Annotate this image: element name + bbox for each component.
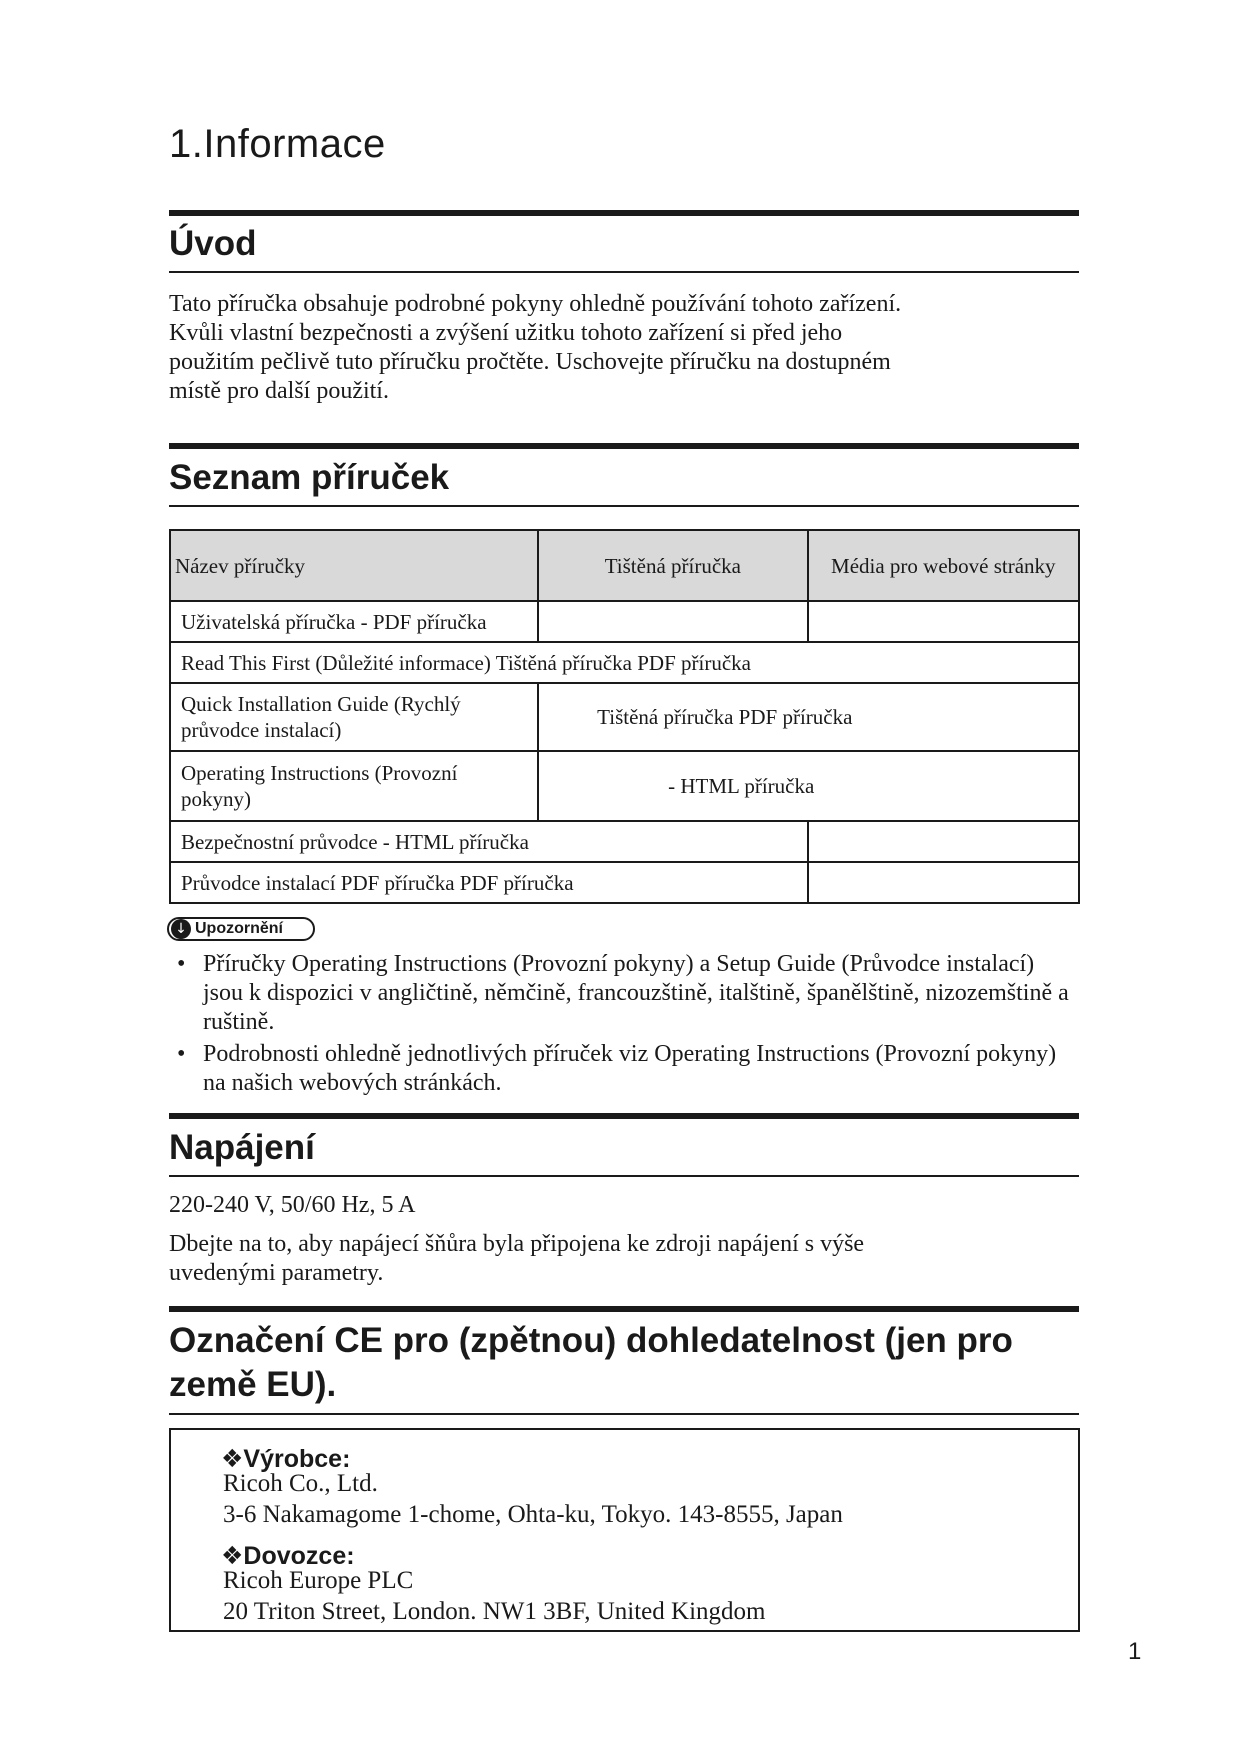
- caution-badge: [167, 917, 315, 941]
- intro-line: Kvůli vlastní bezpečnosti a zvýšení užitku tohoto zařízení si před jeho: [169, 320, 843, 346]
- printed-cell: [538, 601, 807, 642]
- section-rule: [169, 210, 1079, 216]
- power-note-line: Dbejte na to, aby napájecí šňůra byla připojena ke zdroji napájení s výše: [169, 1231, 865, 1257]
- column-header-name: Název příručky: [170, 530, 538, 601]
- manual-name-cell: Průvodce instalací PDF příručka PDF příručka: [170, 862, 808, 903]
- web-cell: [808, 862, 1079, 903]
- power-note: [169, 1230, 1079, 1288]
- intro-heading: Úvod: [169, 224, 257, 263]
- manual-name-cell: Operating Instructions (Provozní pokyny): [170, 751, 538, 821]
- heading-underline: [169, 505, 1079, 507]
- importer-name: Ricoh Europe PLC: [223, 1567, 414, 1594]
- table-header-row: [170, 530, 1079, 601]
- manuals-table: [169, 529, 1080, 904]
- table-row: [170, 601, 1079, 642]
- caution-list: [169, 950, 1079, 1101]
- list-item: • Příručky Operating Instructions (Provozní pokyny) a Setup Guide (Průvodce instalací) jsou k dispozici v angličtině, němčině, francouzštině, italštině, španělštině, nizozemštině a ruštině.: [169, 950, 1079, 1037]
- section-rule: [169, 1113, 1079, 1119]
- column-header-printed: Tištěná příručka: [538, 530, 807, 601]
- manufacturer-address: 3-6 Nakamagome 1-chome, Ohta-ku, Tokyo. 143-8555, Japan: [223, 1501, 843, 1528]
- chapter-title: 1.Informace: [169, 122, 386, 166]
- intro-line: použitím pečlivě tuto příručku pročtěte. Uschovejte příručku na dostupném: [169, 349, 891, 375]
- table-row: [170, 862, 1079, 903]
- manual-name-cell: Quick Installation Guide (Rychlý průvodce instalací): [170, 683, 538, 751]
- manual-name-cell: Read This First (Důležité informace) Tištěná příručka PDF příručka: [170, 642, 1079, 683]
- column-header-web: Média pro webové stránky: [808, 530, 1079, 601]
- manufacturer-name: Ricoh Co., Ltd.: [223, 1470, 378, 1497]
- heading-underline: [169, 271, 1079, 273]
- section-rule: [169, 1306, 1079, 1312]
- heading-underline: [169, 1413, 1079, 1415]
- table-row: [170, 751, 1079, 821]
- table-row: [170, 642, 1079, 683]
- table-row: [170, 683, 1079, 751]
- manufacturer-label: ❖Výrobce:: [221, 1445, 351, 1473]
- intro-line: místě pro další použití.: [169, 378, 389, 404]
- ce-heading-line: země EU).: [169, 1365, 337, 1404]
- table-row: [170, 821, 1079, 862]
- page-number: 1: [1128, 1638, 1142, 1665]
- web-cell: [808, 601, 1079, 642]
- power-note-line: uvedenými parametry.: [169, 1260, 384, 1286]
- power-spec: 220-240 V, 50/60 Hz, 5 A: [169, 1192, 416, 1218]
- section-rule: [169, 443, 1079, 449]
- manuals-heading: Seznam příruček: [169, 458, 450, 497]
- importer-label: ❖Dovozce:: [221, 1542, 355, 1570]
- arrow-down-circle-icon: ↓: [171, 919, 191, 939]
- printed-cell: Tištěná příručka PDF příručka: [538, 683, 1079, 751]
- ce-heading-line: Označení CE pro (zpětnou) dohledatelnost (jen pro: [169, 1321, 1013, 1360]
- intro-paragraph: [169, 290, 1079, 406]
- web-cell: [808, 821, 1079, 862]
- manual-name-cell: Bezpečnostní průvodce - HTML příručka: [170, 821, 808, 862]
- manual-name-cell: Uživatelská příručka - PDF příručka: [170, 601, 538, 642]
- intro-line: Tato příručka obsahuje podrobné pokyny ohledně používání tohoto zařízení.: [169, 291, 902, 317]
- importer-address: 20 Triton Street, London. NW1 3BF, United Kingdom: [223, 1598, 766, 1625]
- printed-cell: - HTML příručka: [538, 751, 1079, 821]
- power-heading: Napájení: [169, 1128, 315, 1167]
- ce-heading: [169, 1319, 1013, 1407]
- list-item: • Podrobnosti ohledně jednotlivých příruček viz Operating Instructions (Provozní pokyny) na našich webových stránkách.: [169, 1040, 1079, 1098]
- ce-info-box: [169, 1428, 1080, 1632]
- heading-underline: [169, 1175, 1079, 1177]
- caution-label: Upozornění: [195, 920, 283, 937]
